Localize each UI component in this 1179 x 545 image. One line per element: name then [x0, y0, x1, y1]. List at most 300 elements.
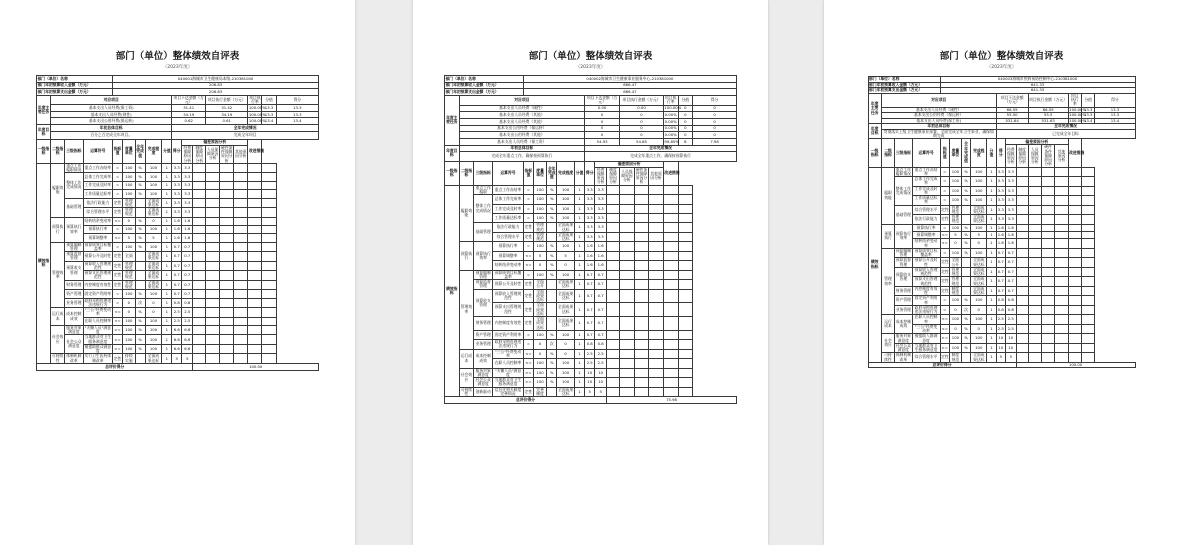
deviation-subheader: 制度保障原因分析 — [1016, 145, 1028, 167]
improvement-cell — [678, 340, 693, 350]
page-title: 部门（单位）整体绩效自评表 — [115, 51, 240, 62]
deviation-cell — [206, 242, 220, 252]
deviation-cell — [1041, 267, 1054, 277]
indicator-operator: = — [523, 195, 533, 204]
indicator-actual: 100 — [971, 343, 987, 353]
indicator-operator: = — [940, 196, 949, 206]
improvement-cell — [1082, 177, 1095, 187]
indicator-score: 3.3 — [1005, 167, 1016, 177]
indicator-score-value: 0.7 — [585, 280, 595, 290]
deviation-cell — [663, 303, 678, 317]
indicator-operator: <= — [523, 251, 533, 260]
indicator-score-value: 0.8 — [172, 298, 182, 308]
indicator-level2: 可持续性 — [460, 386, 473, 396]
indicator-name: 预算绩效目标覆盖率 — [84, 241, 112, 251]
deviation-cell — [193, 290, 206, 298]
indicator-category: 财务管理 — [65, 280, 83, 290]
indicator-score: 10 — [1005, 334, 1016, 344]
indicator-completion: 1 — [574, 387, 584, 397]
indicator-header: 运算符号 — [493, 161, 524, 185]
indicator-completion: 1 — [987, 177, 996, 187]
indicator-score: 5 — [1005, 353, 1016, 363]
deviation-cell — [193, 344, 206, 354]
deviation-cell — [620, 303, 635, 317]
deviation-cell — [649, 317, 664, 331]
improvement-cell — [262, 234, 276, 242]
indicator-score: 0.7 — [1005, 258, 1016, 268]
indicator-score-value: 0.7 — [996, 258, 1005, 268]
indicator-score-value: 1.6 — [585, 242, 595, 251]
indicator-name: 工作质量达标率 — [493, 213, 524, 222]
task-score: 7.98 — [693, 139, 737, 146]
deviation-cell — [607, 303, 620, 317]
indicator-completion: 1 — [987, 215, 996, 225]
indicator-completion: 1 — [162, 173, 172, 181]
deviation-cell — [634, 270, 649, 280]
indicator-operator: >= — [523, 378, 533, 388]
deviation-cell — [1028, 196, 1041, 206]
indicator-operator: = — [113, 163, 123, 173]
deviation-cell — [248, 225, 262, 233]
indicator-header: 一级指标 — [445, 161, 460, 185]
indicator-category: 资产管理 — [895, 296, 912, 306]
indicator-unit: 次 — [547, 340, 557, 350]
indicator-unit: % — [961, 296, 970, 306]
deviation-cell — [193, 198, 206, 208]
indicator-name: 内控制度有效性 — [83, 280, 113, 290]
dept-name-value: 040003海城市疾病预防控制中心-210381000 — [940, 77, 1135, 83]
indicator-target: 100 — [949, 167, 961, 177]
deviation-cell — [220, 163, 234, 173]
indicator-level2: 预算执行 — [51, 217, 65, 242]
deviation-cell — [663, 185, 678, 195]
deviation-cell — [248, 335, 262, 345]
indicator-unit: % — [961, 196, 970, 206]
deviation-cell — [607, 378, 620, 388]
goal-section-label: 年度目标 — [37, 125, 51, 140]
deviation-cell — [649, 204, 664, 213]
indicator-operator: 定性 — [113, 271, 123, 281]
indicator-name: 工作质量达标率 — [912, 196, 940, 206]
indicator-operator: = — [523, 330, 533, 339]
deviation-cell — [248, 298, 262, 308]
indicator-name: "三公"经费变动率 — [84, 307, 111, 317]
indicator-actual: 全面成果达标 — [558, 222, 574, 232]
indicator-actual: 100 — [557, 330, 575, 339]
deviation-cell — [1041, 286, 1054, 296]
task-plan: 55.50 — [996, 113, 1028, 119]
deviation-cell — [1028, 296, 1041, 306]
indicator-name: 总体工作完成率 — [493, 195, 524, 204]
deviation-cell — [193, 181, 206, 189]
indicator-name: 预算支出管理规范性 — [493, 303, 524, 317]
indicator-target: 100 — [122, 242, 135, 252]
evaluation-page-2 — [413, 0, 768, 545]
indicator-operator: 定性 — [523, 232, 533, 242]
indicator-name: 当地群众对卫生服务满意度 — [493, 378, 524, 388]
indicator-score-value: 2.5 — [996, 324, 1005, 334]
indicator-score: 0.7 — [182, 242, 193, 252]
indicator-score: 0.7 — [1005, 286, 1016, 296]
improvement-cell — [1082, 186, 1095, 196]
indicator-unit: % — [135, 317, 145, 325]
indicator-completion: 1 — [987, 296, 996, 306]
deviation-cell — [663, 195, 678, 204]
indicator-category: 预算收支管理 — [895, 267, 912, 286]
improvement-cell — [1082, 315, 1095, 325]
improvement-cell — [678, 280, 693, 290]
task-plan: 31.41 — [172, 105, 206, 112]
deviation-cell — [607, 242, 620, 251]
indicator-level2: 预算执行 — [881, 224, 894, 248]
indicator-actual: 100 — [971, 334, 987, 344]
indicator-completion: 1 — [987, 167, 996, 177]
indicator-header: 完成程度 — [145, 140, 162, 164]
indicator-category: 资产管理 — [474, 330, 493, 339]
indicator-target: 0 — [949, 239, 961, 249]
indicator-operator: = — [940, 177, 949, 187]
deviation-cell — [193, 298, 206, 308]
task-rate: 0.00% — [664, 132, 677, 138]
indicator-category: 体制机制改革 — [895, 352, 911, 362]
indicator-completion: 1 — [574, 232, 584, 242]
indicator-target: 0 — [122, 308, 135, 318]
indicator-category: 业务管理 — [895, 305, 912, 315]
deviation-cell — [1055, 343, 1068, 353]
indicator-score-value: 3.3 — [585, 185, 595, 195]
indicator-operator: = — [523, 340, 533, 350]
indicator-header: 指标值 — [113, 140, 123, 164]
dept-name-value: 040002海城市卫生健康事业服务中心-210381000 — [523, 76, 736, 83]
deviation-cell — [1055, 286, 1068, 296]
deviation-cell — [649, 223, 664, 233]
deviation-cell — [1068, 296, 1081, 306]
indicator-actual: 全面成果达标 — [145, 280, 162, 290]
indicator-operator: 定性 — [940, 205, 949, 215]
indicator-operator: 定性 — [113, 208, 123, 218]
indicator-operator: >= — [113, 344, 123, 354]
indicator-score-value: 10 — [996, 334, 1005, 344]
deviation-cell — [1041, 205, 1054, 215]
indicator-target: 0 — [534, 340, 547, 350]
indicator-level2: 管理效率 — [459, 270, 474, 349]
evaluation-table — [868, 76, 1136, 368]
task-rate: 100.00% — [664, 105, 682, 111]
deviation-cell — [1016, 267, 1028, 277]
indicator-completion: 1 — [162, 198, 172, 208]
indicator-name: 实行卫生医药体制改革 — [84, 353, 112, 363]
deviation-cell — [1041, 258, 1054, 268]
deviation-cell — [234, 208, 248, 218]
indicator-operator: = — [113, 190, 123, 198]
indicator-target: 100 — [534, 204, 547, 213]
task-exec: 531.63 — [1028, 118, 1068, 124]
improvement-cell — [678, 185, 693, 195]
total-score-value: 75.98 — [607, 397, 737, 404]
deviation-cell — [607, 349, 620, 359]
indicator-operator: >= — [940, 343, 949, 353]
deviation-cell — [1041, 305, 1054, 315]
task-exec: 66.59 — [1028, 107, 1068, 113]
indicator-completion: 1 — [987, 343, 996, 353]
indicator-score-value: 10 — [996, 343, 1005, 353]
indicator-unit: % — [961, 177, 970, 187]
deviation-cell — [1016, 324, 1028, 334]
indicator-actual: 全面成果达标 — [971, 258, 987, 268]
indicator-actual: 全面成果达标 — [145, 252, 162, 262]
indicator-target: 制度规范 — [949, 353, 961, 363]
improvement-cell — [678, 251, 693, 260]
task-score: 0 — [693, 132, 737, 139]
indicator-actual: 0 — [145, 298, 162, 308]
budget-expense-label: 部门年初预算支出金额（万元） — [868, 88, 940, 94]
improvement-cell — [262, 280, 276, 290]
indicator-score-value: 3.3 — [996, 196, 1005, 206]
deviation-cell — [206, 181, 220, 189]
deviation-cell — [234, 308, 248, 318]
indicator-name: 预算公开及时性 — [493, 280, 524, 290]
indicator-completion: 1 — [987, 205, 996, 215]
indicator-name: "夫懒人员"满意度 — [493, 368, 524, 378]
indicator-score-value: 5 — [172, 354, 182, 364]
indicator-category: 业务管理 — [474, 340, 493, 350]
indicator-score-value: 10 — [585, 378, 595, 388]
deviation-cell — [234, 173, 248, 181]
deviation-cell — [1068, 277, 1081, 287]
indicator-target: 全面成果达标 — [534, 317, 547, 331]
deviation-cell — [248, 190, 262, 198]
indicator-actual: 100 — [557, 368, 575, 378]
indicator-target: 100 — [534, 185, 547, 195]
indicator-actual: 100 — [557, 270, 575, 280]
deviation-cell — [206, 163, 220, 173]
deviation-cell — [206, 298, 220, 308]
deviation-cell — [206, 173, 220, 181]
indicator-completion: 1 — [987, 258, 996, 268]
indicator-target: 管理规范 — [949, 215, 961, 225]
indicator-actual: 全面成果达标 — [971, 205, 987, 215]
deviation-cell — [607, 213, 620, 222]
indicator-header: 运算符号 — [912, 139, 940, 167]
indicator-actual: 100 — [145, 344, 162, 354]
indicator-name: 内控制度有效性 — [493, 317, 524, 331]
indicator-unit: % — [547, 242, 557, 251]
indicator-score-value: 0.8 — [996, 305, 1005, 315]
indicator-name: 预算调整率 — [493, 251, 524, 260]
deviation-cell — [220, 344, 234, 354]
deviation-cell — [634, 340, 649, 350]
indicator-target: 100 — [949, 186, 961, 196]
indicator-score: 10 — [595, 368, 607, 378]
indicator-name: 重点工作办结率 — [493, 185, 524, 195]
indicator-target: 5 — [949, 231, 961, 238]
indicator-completion: 1 — [162, 354, 172, 364]
deviation-cell — [649, 378, 664, 388]
deviation-cell — [220, 298, 234, 308]
deviation-cell — [234, 261, 248, 271]
indicator-name: "三公"经费变动率 — [493, 349, 524, 359]
indicator-level2: 管理效率 — [51, 242, 65, 307]
task-score-value: 13.3 — [1082, 107, 1095, 113]
task-score: 13.3 — [1095, 107, 1135, 113]
indicator-completion: 1 — [574, 340, 584, 350]
improvement-cell — [678, 195, 693, 204]
indicator-name: "三公"经费变动率 — [912, 324, 940, 334]
col-exec-header: 项目执行金额（万元） — [206, 95, 248, 105]
task-item: 基本支出人员经费（保工资） — [459, 139, 585, 146]
indicator-header: 二级指标 — [881, 139, 894, 167]
indicator-score: 0.7 — [182, 290, 193, 298]
deviation-subheader: 硬件条件保障原因分析 — [635, 166, 648, 185]
indicator-actual: 全面成果达标 — [558, 386, 574, 396]
col-exec-header: 项目执行金额（万元） — [1028, 93, 1068, 107]
indicator-category: 整体工作完成情况 — [474, 195, 493, 223]
indicator-score: 6.6 — [182, 335, 193, 345]
indicator-score: 5 — [182, 354, 193, 364]
deviation-cell — [193, 190, 206, 198]
task-plan: 34.19 — [172, 111, 206, 118]
indicator-category: 体制机制改革 — [66, 353, 82, 363]
deviation-cell — [193, 317, 206, 325]
task-exec: 0.61 — [206, 118, 248, 125]
indicator-score: 1.6 — [1005, 239, 1016, 249]
deviation-cell — [206, 344, 220, 354]
deviation-cell — [663, 368, 678, 378]
indicator-unit — [547, 387, 557, 397]
improvement-cell — [262, 298, 276, 308]
deviation-cell — [1028, 286, 1041, 296]
indicator-category: 预算监督管理 — [895, 257, 911, 267]
indicator-score: 1.6 — [1005, 231, 1016, 238]
deviation-cell — [1055, 248, 1068, 258]
indicator-unit — [961, 267, 970, 277]
indicator-level1: 绩效指标 — [868, 167, 881, 362]
deviation-cell — [620, 289, 635, 303]
deviation-cell — [206, 317, 220, 325]
indicator-target: 0 — [122, 217, 135, 225]
indicator-actual: 100 — [557, 242, 575, 251]
deviation-cell — [1055, 277, 1068, 287]
indicator-header: 指标值 — [940, 139, 949, 167]
indicator-completion: 1 — [162, 280, 172, 290]
improvement-cell — [678, 232, 693, 242]
indicator-completion: 1 — [574, 213, 584, 222]
indicator-target: 0 — [534, 349, 547, 359]
col-score-value-header: 分值 — [262, 95, 276, 105]
indicator-unit: % — [547, 378, 557, 388]
indicator-actual: 全面成果达标 — [145, 208, 162, 218]
improvement-cell — [678, 242, 693, 251]
improvement-cell — [678, 349, 693, 359]
indicator-actual: 100 — [971, 248, 987, 258]
deviation-cell — [634, 195, 649, 204]
indicator-unit — [961, 258, 970, 268]
indicator-unit: % — [135, 173, 145, 181]
improvement-cell — [1082, 334, 1095, 344]
indicator-score-value: 2.5 — [172, 317, 182, 325]
indicator-name: 结转结余变动率 — [83, 217, 113, 225]
deviation-cell — [1068, 324, 1081, 334]
col-item-header: 对应项目 — [51, 95, 172, 105]
deviation-cell — [1068, 353, 1081, 363]
deviation-cell — [620, 349, 635, 359]
indicator-score: 0.8 — [1005, 305, 1016, 315]
indicator-actual: 5 — [145, 234, 162, 242]
indicator-unit — [961, 215, 970, 225]
indicator-operator: = — [113, 298, 123, 308]
task-item: 基本支出人员经费（其他） — [459, 118, 585, 125]
col-plan-header: 项目下达金额（万元） — [173, 94, 204, 105]
task-rate: 0.00% — [664, 118, 677, 124]
indicator-score: 0.7 — [595, 280, 607, 290]
indicator-name: 当地群众对卫生服务满意度 — [912, 343, 940, 353]
indicator-completion: 1 — [162, 271, 172, 281]
deviation-cell — [1041, 315, 1054, 325]
deviation-cell — [663, 340, 678, 350]
indicator-name: 固定资产利用率 — [83, 290, 113, 298]
indicator-completion: 1 — [162, 163, 172, 173]
deviation-cell — [1028, 324, 1041, 334]
improvement-cell — [1082, 196, 1095, 206]
indicator-score-value: 1.6 — [172, 217, 182, 225]
deviation-cell — [1055, 231, 1068, 238]
task-item: 基本支出人员经费（刚性） — [459, 105, 585, 112]
indicator-unit: % — [961, 231, 970, 238]
indicator-score-value: 3.3 — [585, 204, 595, 213]
col-score-value-header: 分值 — [678, 96, 693, 106]
evaluation-page-3 — [824, 0, 1179, 545]
deviation-cell — [220, 208, 234, 218]
indicator-score-value: 0.7 — [585, 289, 595, 303]
deviation-cell — [1028, 267, 1041, 277]
indicator-unit: % — [135, 163, 145, 173]
deviation-cell — [1041, 296, 1054, 306]
indicator-score: 3.3 — [1005, 196, 1016, 206]
indicator-target: 100 — [949, 177, 961, 187]
improvement-cell — [262, 198, 276, 208]
goal-result-text: 完成全年重点工作，确保按预算执行 — [585, 152, 737, 161]
goal-initial-text: 完成全年重点工作，确保按预算执行 — [459, 152, 585, 161]
indicator-name: 预算执行率 — [912, 224, 940, 231]
goal-result-header: 全年完成情况 — [996, 124, 1135, 130]
indicator-name: 结转结余变动率 — [493, 261, 524, 270]
indicator-completion: 1 — [987, 196, 996, 206]
col-item-header: 对应项目 — [881, 93, 996, 107]
task-exec: 0 — [620, 118, 664, 125]
deviation-cell — [1068, 196, 1081, 206]
indicator-completion: 1 — [162, 261, 172, 271]
dept-name-label: 部门（单位）名称 — [37, 76, 113, 83]
indicator-category: 社会公众满意度 — [895, 342, 911, 352]
deviation-cell — [1016, 205, 1028, 215]
indicator-target: 100 — [534, 378, 547, 388]
indicator-unit — [547, 289, 557, 303]
evaluation-table — [36, 75, 319, 371]
deviation-cell — [1016, 305, 1028, 315]
indicator-score: 2.5 — [182, 317, 193, 325]
indicator-target: 100 — [122, 173, 135, 181]
indicator-category: 成本控制成效 — [895, 315, 912, 334]
improvement-cell — [262, 190, 276, 198]
deviation-cell — [1016, 258, 1028, 268]
indicator-header: 指标值 — [523, 161, 533, 185]
indicator-score-value: 6.6 — [172, 325, 182, 335]
deviation-cell — [1055, 324, 1068, 334]
improvement-cell — [1082, 215, 1095, 225]
indicator-header: 一级指标 — [868, 139, 881, 167]
indicator-operator: 定性 — [940, 215, 949, 225]
col-score-value-header: 分值 — [1082, 93, 1095, 107]
